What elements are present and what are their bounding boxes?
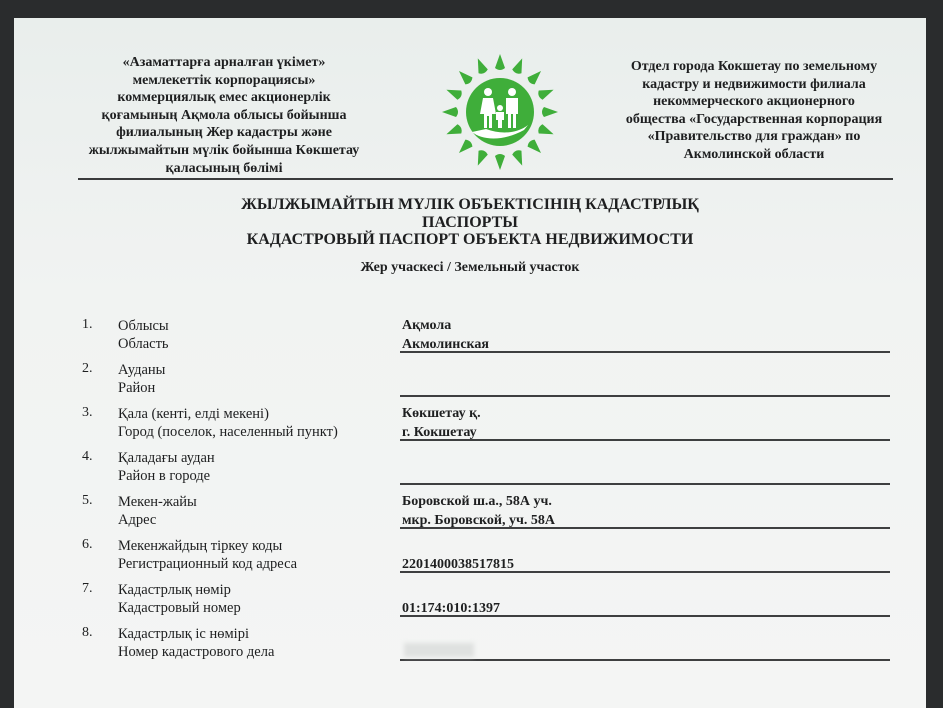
field-number: 5. [82,493,93,508]
document-subtitle: Жер учаскесі / Земельный участок [360,260,580,275]
field-label-ru: Район [118,380,156,396]
field-label-kz: Облысы [118,318,169,334]
field-row [14,537,926,581]
field-number: 2. [82,361,93,376]
government-for-citizens-logo-icon [440,52,560,172]
field-underline [400,659,890,661]
field-label-ru: Регистрационный код адреса [118,556,298,572]
field-label-ru: Город (поселок, населенный пункт) [118,424,338,440]
header-left-line: жылжымайтын мүлік бойынша Көкшетау [88,142,360,158]
header-left-line: «Азаматтарға арналған үкімет» [122,55,326,70]
sun-ray [495,54,505,70]
header-right-russian [604,58,904,164]
sun-ray [526,138,544,156]
field-row [14,317,926,361]
field-value [402,493,555,530]
header-right-line: общества «Государственная корпорация [625,111,883,127]
field-label-kz: Мекенжайдың тіркеу коды [118,538,283,554]
sun-ray [511,57,526,76]
field-underline [400,351,890,353]
field-label [118,625,274,661]
field-label [118,493,197,529]
field-label-ru: Номер кадастрового дела [118,644,275,660]
field-underline [400,395,890,397]
header-left-line: филиалының Жер кадастры және [116,125,332,141]
field-label [118,405,338,441]
field-value [402,317,489,354]
field-row [14,625,926,669]
sun-ray [537,123,556,138]
field-label-kz: Қаладағы аудан [118,450,215,466]
document-page [14,18,926,708]
header-left-line: қаласының бөлімі [165,160,283,176]
field-label-kz: Кадастрлық іс нөмірі [118,626,249,642]
sun-ray [511,149,526,168]
field-row [14,405,926,449]
field-row [14,449,926,493]
sun-ray [442,107,458,117]
field-label [118,537,297,573]
field-value-ru: Акмолинская [402,336,489,352]
header-right-line: кадастру и недвижимости филиала [642,76,866,92]
field-label [118,581,241,617]
header-left-line: коммерциялық емес акционерлік [117,90,331,106]
sun-ray [473,57,488,76]
field-number: 8. [82,625,93,640]
header-right-line: Отдел города Кокшетау по земельному [630,59,878,74]
field-number: 7. [82,581,93,596]
header-left-line: қоғамының Ақмола облысы бойынша [101,107,347,123]
field-value [402,581,500,618]
sun-ray [455,67,473,85]
field-value [402,405,481,442]
field-underline [400,615,890,617]
field-label-kz: Кадастрлық нөмір [118,582,231,598]
field-row [14,581,926,625]
header-right-line: некоммерческого акционерного [653,94,855,110]
sun-ray [473,149,488,168]
sun-ray [445,123,464,138]
field-label-ru: Кадастровый номер [118,600,241,616]
field-label-ru: Адрес [118,512,157,528]
header-divider [78,178,893,180]
field-value-ru: г. Кокшетау [402,424,477,440]
document-title [14,196,926,249]
sun-ray [495,154,505,170]
field-number: 1. [82,317,93,332]
header-right-line: Акмолинской области [683,146,825,162]
title-line: КАДАСТРОВЫЙ ПАСПОРТ ОБЪЕКТА НЕДВИЖИМОСТИ [246,231,694,248]
field-value [402,537,514,574]
field-label-kz: Мекен-жайы [118,494,197,510]
fields-list [14,317,926,669]
field-underline [400,439,890,441]
field-value-kz [402,581,500,600]
field-label-kz: Ауданы [118,362,166,378]
header-left-line: мемлекеттік корпорациясы» [132,72,316,88]
field-value-kz [402,537,514,556]
sun-ray [526,67,544,85]
sun-ray [455,138,473,156]
field-row [14,361,926,405]
title-line: ЖЫЛЖЫМАЙТЫН МҮЛІК ОБЪЕКТІСІНІҢ КАДАСТРЛЫҚ [241,196,699,213]
sun-ray [537,85,556,100]
field-underline [400,483,890,485]
field-number: 4. [82,449,93,464]
field-value-ru: 01:174:010:1397 [402,600,500,616]
field-label [118,317,169,353]
field-value-ru: мкр. Боровской, уч. 58А [402,512,555,528]
header-left-kazakh [84,54,364,177]
field-value-kz: Ақмола [402,318,452,333]
field-value-ru: 2201400038517815 [402,556,514,572]
field-underline [400,571,890,573]
field-value-kz: Көкшетау қ. [402,406,481,421]
field-label-ru: Область [118,336,169,352]
field-label-ru: Район в городе [118,468,211,484]
sun-ray [445,85,464,100]
redacted-value [404,643,474,657]
header-right-line: «Правительство для граждан» по [647,129,861,145]
field-label [118,449,215,485]
field-label [118,361,165,397]
title-line: ПАСПОРТЫ [422,213,518,231]
field-label-kz: Қала (кенті, елді мекені) [118,406,269,422]
field-row [14,493,926,537]
field-underline [400,527,890,529]
field-number: 6. [82,537,93,552]
field-value-kz: Боровской ш.а., 58А уч. [402,494,552,509]
field-number: 3. [82,405,93,420]
sun-ray [542,107,558,117]
